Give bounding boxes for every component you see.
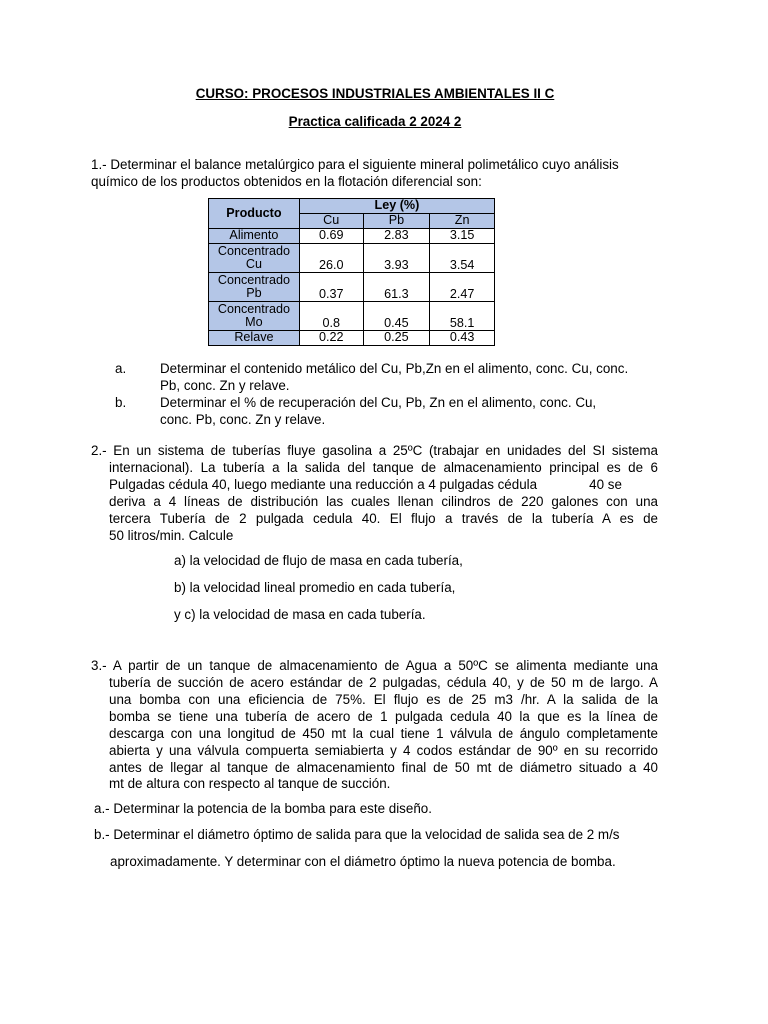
q2-line-5: tercera Tubería de 2 pulgada cedula 40. El flujo a través de la tubería A es de xyxy=(109,511,658,526)
q3-line-4: bomba se tiene una tubería de acero de 1 pulgada cedula 40 la que es la línea de xyxy=(109,709,658,724)
cell-value: 2.47 xyxy=(430,273,495,302)
cell-value: 26.0 xyxy=(299,244,363,273)
table-row xyxy=(209,331,495,346)
q3-line-1: 3.- A partir de un tanque de almacenamiento de Agua a 50ºC se alimenta mediante una xyxy=(91,658,658,673)
cell-value: 0.37 xyxy=(299,273,363,302)
col-header-zn: Zn xyxy=(430,214,495,229)
cell-value: 58.1 xyxy=(430,302,495,331)
list-marker: b. xyxy=(115,395,127,410)
q3-item-b-line-1: b.- Determinar el diámetro óptimo de salida para que la velocidad de salida sea de 2 m/s xyxy=(94,827,620,842)
col-header-pb: Pb xyxy=(363,214,430,229)
row-label: Concentrado Cu xyxy=(209,244,300,273)
cell-value: 0.25 xyxy=(363,331,430,346)
q2-line-6: 50 litros/min. Calcule xyxy=(109,528,234,543)
q2-item-a: a) la velocidad de flujo de masa en cada tubería, xyxy=(174,553,463,568)
cell-value: 0.43 xyxy=(430,331,495,346)
table-row xyxy=(209,229,495,244)
list-marker: a. xyxy=(115,361,127,376)
q3-line-2: tubería de succión de acero estándar de 2 pulgadas, cédula 40, y de 50 m de largo. A xyxy=(109,675,658,690)
q2-line-3: Pulgadas cédula 40, luego mediante una reducción a 4 pulgadas cédula 40 se xyxy=(109,477,622,492)
cell-value: 2.83 xyxy=(363,229,430,244)
cell-value: 0.22 xyxy=(299,331,363,346)
cell-value: 61.3 xyxy=(363,273,430,302)
q1-item-b-line-1: Determinar el % de recuperación del Cu, Pb, Zn en el alimento, conc. Cu, xyxy=(160,395,597,410)
q1-intro-line-2: químico de los productos obtenidos en la flotación diferencial son: xyxy=(91,174,482,189)
q3-line-7: antes de llegar al tanque de almacenamiento final de 50 mt de diámetro situado a 40 xyxy=(109,760,658,775)
cell-value: 3.54 xyxy=(430,244,495,273)
col-header-cu: Cu xyxy=(299,214,363,229)
cell-value: 0.45 xyxy=(363,302,430,331)
q2-line-4: deriva a 4 líneas de distribución las cuales llenan cilindros de 220 galones con una xyxy=(109,494,658,509)
q2-item-b: b) la velocidad lineal promedio en cada tubería, xyxy=(174,580,456,595)
q1-intro-line-1: 1.- Determinar el balance metalúrgico para el siguiente mineral polimetálico cuyo análisis xyxy=(91,157,619,172)
q1-item-a-line-1: Determinar el contenido metálico del Cu, Pb,Zn en el alimento, conc. Cu, conc. xyxy=(160,361,629,376)
q3-line-5: descarga con una longitud de 450 mt la cual tiene 1 válvula de ángulo completamente xyxy=(109,726,658,741)
practice-title: Practica calificada 2 2024 2 xyxy=(288,114,462,129)
grade-table xyxy=(208,198,495,346)
table-row xyxy=(209,273,495,302)
row-label: Alimento xyxy=(209,229,300,244)
q3-line-8: mt de altura con respecto al tanque de succión. xyxy=(109,776,391,791)
course-title: CURSO: PROCESOS INDUSTRIALES AMBIENTALES II C xyxy=(195,86,555,101)
col-header-grade: Ley (%) xyxy=(299,199,494,214)
q3-item-a: a.- Determinar la potencia de la bomba para este diseño. xyxy=(94,801,432,816)
q3-item-b-line-2: aproximadamente. Y determinar con el diámetro óptimo la nueva potencia de bomba. xyxy=(110,854,616,869)
cell-value: 0.69 xyxy=(299,229,363,244)
cell-value: 3.15 xyxy=(430,229,495,244)
table-row xyxy=(209,244,495,273)
row-label: Concentrado Pb xyxy=(209,273,300,302)
q1-item-b-line-2: conc. Pb, conc. Zn y relave. xyxy=(160,412,326,427)
row-label: Concentrado Mo xyxy=(209,302,300,331)
q1-item-a-line-2: Pb, conc. Zn y relave. xyxy=(160,378,290,393)
table-row xyxy=(209,302,495,331)
cell-value: 0.8 xyxy=(299,302,363,331)
q3-line-6: abierta y una válvula compuerta semiabierta y 4 codos estándar de 90º en su recorrido xyxy=(109,743,658,758)
q2-line-1: 2.- En un sistema de tuberías fluye gasolina a 25ºC (trabajar en unidades del SI sistema xyxy=(91,443,658,458)
q3-line-3: una bomba con una eficiencia de 75%. El flujo es de 25 m3 /hr. A la salida de la xyxy=(109,692,658,707)
col-header-product: Producto xyxy=(209,199,300,229)
q2-item-c: y c) la velocidad de masa en cada tubería. xyxy=(174,607,426,622)
q2-line-2: internacional). La tubería a la salida del tanque de almacenamiento principal es de 6 xyxy=(109,460,658,475)
cell-value: 3.93 xyxy=(363,244,430,273)
row-label: Relave xyxy=(209,331,300,346)
